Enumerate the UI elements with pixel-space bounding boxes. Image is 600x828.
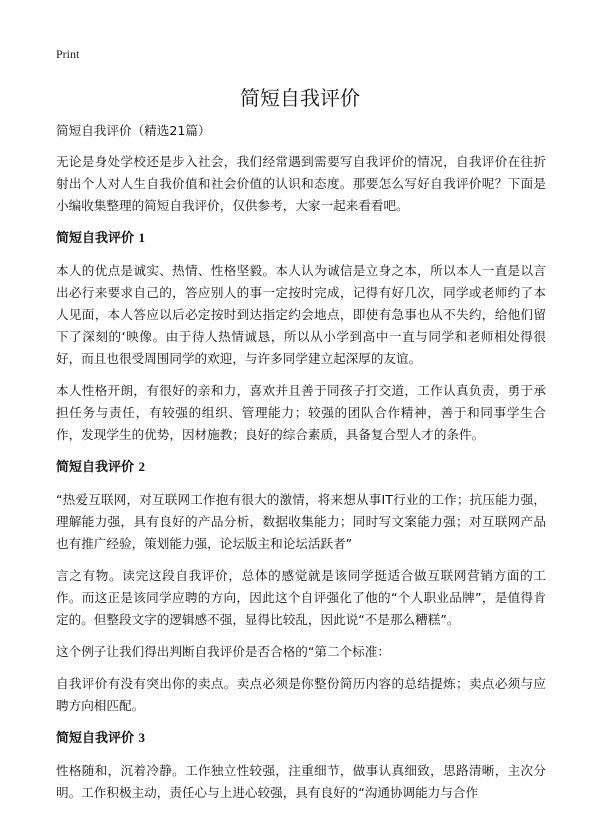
page-title: 简短自我评价 — [240, 86, 360, 110]
section-3 — [56, 727, 546, 804]
article-body — [56, 120, 546, 814]
section-1 — [56, 227, 546, 446]
section-heading: 简短自我评价 1 — [56, 230, 146, 246]
article-subtitle: 简短自我评价（精选21篇） — [56, 123, 211, 138]
section-heading: 简短自我评价 2 — [56, 459, 146, 475]
section-paragraph: 本人性格开朗，有很好的亲和力，喜欢并且善于同孩子打交道，工作认真负责，勇于承担任务与责任，有较强的组织、管理能力；较强的团队合作精神，善于和同事学生合作，发现学生的优势，因材施教；良好的综合素质，具备复合型人才的条件。 — [56, 383, 546, 442]
section-paragraph: 这个例子让我们得出判断自我评价是否合格的“第二个标准： — [56, 644, 390, 659]
section-2 — [56, 456, 546, 717]
section-paragraph: 性格随和，沉着冷静。工作独立性较强，注重细节，做事认真细致，思路清晰，主次分明。工作积极主动，责任心与上进心较强，具有良好的“沟通协调能力与合作 — [56, 763, 546, 800]
section-paragraph: 本人的优点是诚实、热情、性格坚毅。本人认为诚信是立身之本，所以本人一直是以言出必行来要求自己的，答应别人的事一定按时完成，记得有好几次，同学或老师约了本人见面，本人答应以后必定按时到达指定约会地点，即使有急事也从不失约，给他们留下了深刻的‘映像。由于待人热情诚恳，所以从小学到高中一直与同学和老师相处得很好，而且也很受周围同学的欢迎，与许多同学建立起深厚的友谊。 — [56, 263, 546, 366]
section-paragraph: 自我评价有没有突出你的卖点。卖点必须是你整份简历内容的总结提炼；卖点必须与应聘方向相匹配。 — [56, 676, 546, 713]
print-link[interactable]: Print — [56, 47, 80, 61]
intro-paragraph: 无论是身处学校还是步入社会，我们经常遇到需要写自我评价的情况，自我评价在往折射出个人对人生自我价值和社会价值的认识和态度。那要怎么写好自我评价呢？下面是小编收集整理的简短自我评价，仅供参考，大家一起来看看吧。 — [56, 154, 546, 213]
section-heading: 简短自我评价 3 — [56, 730, 146, 746]
section-paragraph: “热爱互联网，对互联网工作抱有很大的激情，将来想从事IT行业的工作；抗压能力强，理解能力强，具有良好的产品分析，数据收集能力；同时写文案能力强；对互联网产品也有推广经验，策划能力强，论坛版主和论坛活跃者” — [56, 492, 546, 551]
section-paragraph: 言之有物。读完这段自我评价，总体的感觉就是该同学挺适合做互联网营销方面的工作。而这正是该同学应聘的方向，因此这个自评强化了他的“个人职业品牌”，是值得肯定的。但整段文字的逻辑感不强，显得比较乱，因此说“不是那么糟糕”。 — [56, 568, 546, 627]
